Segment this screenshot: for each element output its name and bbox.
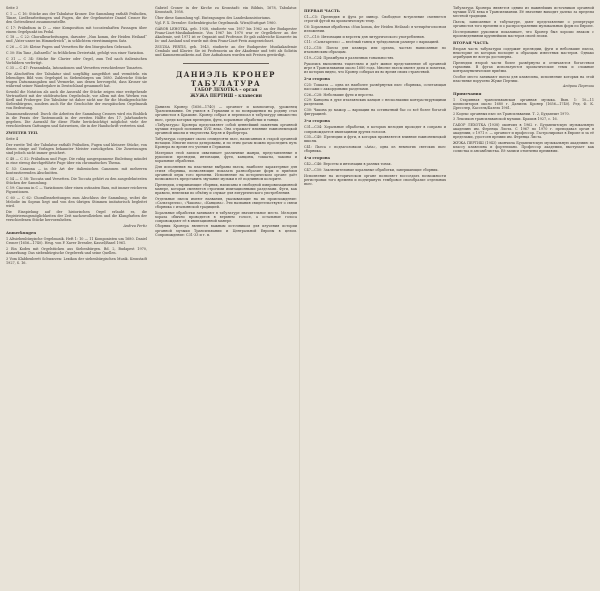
side-label: Seite 4 xyxy=(6,137,19,142)
paragraph: С42—С46: Версеты и интонации в разных тонах. xyxy=(304,162,392,167)
paragraph: Прелюдии второй части более развёрнуты и отличаются богатством гармонии. В фугах используются хроматические темы и сложные контрапунктические приёмы. xyxy=(453,60,594,73)
footnote: 1 Altsiebenbürgische Orgelmusik. Heft 1: 10 — 11 Komponisten um 1680. Daniel Croner (1656—1740). Hrsg. von F. Xaver Dressler, Kassel/Basel 1961. xyxy=(6,237,147,246)
performer-bio-lehotka: GÁBOR LEHOTKA, geb. 1938, studierte von 1957 bis 1962 an der Budapester Franz-Liszt-Musikakademie. Von 1967 bis 1970 war er Orgellehrer an der Akademie, seit 1971 ist er Organist und Professor. Er gab zahlreiche Konzerte im In- und Ausland und wurde mit dem Franz-Liszt-Preis ausgezeichnet. xyxy=(155,27,297,44)
footnote: 3 Лексикон трансильванской музыки. Брашов 1927, с. 16. xyxy=(453,117,558,122)
paragraph: С31—С34: Хоральные обработки, в которых мелодия проходит в сопрано и сопровождается имитациями других голосов. xyxy=(304,125,446,134)
paragraph: Исполнение на историческом органе позволяет воссоздать возможности регистровки того времени и подчеркнуть тембровое своеобразие отдельных пьес. xyxy=(304,173,446,186)
divider xyxy=(183,63,268,64)
paragraph: C 54 — C 58: Toccata und Versetten. Die Toccata gehört zu den ausgedehntesten Stücken der Sammlung. xyxy=(6,176,147,185)
column-russian-tracks xyxy=(304,6,446,188)
footnote: 2 Кодекс органных пьес из Трансильвании. Т. 2, Будапешт 1970. xyxy=(453,111,570,116)
performer-line: ГАБОР ЛЕХОТКА – орган xyxy=(194,88,258,94)
paragraph: C 48 — C 52: Präludium und Fuge. Die ruhig ausgesponnene Einleitung mündet in eine streng durchgeführte Fuge über ein chromatisches Thema. xyxy=(6,157,147,166)
composer-title: ДАНИЭЛЬ КРОНЕР xyxy=(176,70,276,80)
footnote: Vgl. F. X. Dressler: Siebenbürgische Orgelmusik. Wien/Stuttgart 1960. xyxy=(155,21,277,26)
intro-paragraphs xyxy=(6,12,147,129)
paragraph: C 53: Canzona — in der Art der italienischen Canzonen mit mehreren kontrastierenden Abschnitten. xyxy=(6,166,147,175)
paragraph: С7—С10: Интонации и версеты для литургического употребления. xyxy=(304,34,425,39)
paragraph: Die Einspielung auf der historischen Orgel erlaubt es, die Registrierungsmöglichkeiten der Zeit nachzuvollziehen und die Klangfarben der verschiedenen Stücke hervorzuheben. xyxy=(6,210,147,223)
paragraph: Sowohl die Notation als auch die Auswahl der Stücke zeigen eine weitgehende Vertrautheit mit der süddeutschen Orgelschule, vor allem mit den Werken von Kerll und Froberger. Die Tabulatur ist daher nicht nur für die Musikgeschichte Siebenbürgens, sondern auch für die Geschichte der europäischen Orgelmusik von Bedeutung. xyxy=(6,89,147,111)
title-block xyxy=(155,70,297,99)
notes-heading: Примечания xyxy=(453,90,482,96)
paragraph: С25: Токката — одна из наиболее развёрнутых пьес сборника, сочетающая пассажи с аккордовыми разделами. xyxy=(304,82,446,91)
paragraph: Сборник Кронера является важным источником для изучения истории органной музыки Трансильвании и Центральной Европы в целом. Сопровождение: С31-33 и т. п. xyxy=(155,224,297,237)
paragraph: Die Abschriften der Tabulatur sind sorgfältig ausgeführt und vermitteln ein lebendiges Bild vom Orgelspiel in Siebenbürgen um 1680. Zahlreiche Stücke tragen Datumsangaben und Vermerke, aus denen hervorgeht, dass Kroner sie während seiner Wanderjahre in Deutschland gesammelt hat. xyxy=(6,71,147,89)
paragraph: C 17: Präludium in D — eine Komposition mit toccatenhaften Passagen über einem Orgelpunkt im Pedal. xyxy=(6,25,147,34)
paragraph: С1—С5: Прелюдия и фуга ре минор. Свободное вступление сменяется строгой фугой на хроматическую тему. xyxy=(304,15,446,24)
paragraph: Вторая часть табулатуры содержит прелюдии, фуги и небольшие пьесы, некоторые из которых восходят к образцам известных мастеров. Однако атрибуция не всегда достоверна. xyxy=(453,46,594,60)
paragraph: С11: «Сальтарелло» — весёлый танец в трёхдольном размере с вариацией. xyxy=(304,40,440,45)
column-middle xyxy=(155,6,297,238)
paragraph: С26—С28: Небольшие фуги и версеты. xyxy=(304,92,374,97)
column-german-left xyxy=(6,6,147,266)
paragraph: С30: Чакона до мажор — вариации на остинатный бас со всё более богатой фигурацией. xyxy=(304,108,446,117)
footnote: 2 Ein Kodex mit Orgelstücken aus Siebenbürgen. Bd. 2, Budapest 1970, Anmerkung: Das siebenbürgische Orgelwerk und seine Quellen. xyxy=(6,246,147,255)
paragraph: С41: Пьеса с подзаголовком «Aria», одна из немногих светских пьес сборника. xyxy=(304,144,446,154)
paragraph: Особое место занимают пьесы для клавесина, исполнение которых на этой пластинке поручено Жуже Пертиш. xyxy=(453,74,594,83)
paragraph: «Табулатура» Кронера представляет собой ценнейший памятник органной музыки второй половины XVII века. Она отражает влияние южнонемецкой органной школы и творчества Керля и Фробергера. xyxy=(155,123,297,136)
paragraph: Табулатура содержит около семидесяти пьес, написанных в старой органной нотации. Многие пьесы датированы, и по этим датам можно проследить путь Кронера во время его учения в Германии. xyxy=(155,137,297,150)
paragraph: С35—С40: Прелюдии и фуги, в которых проявляется влияние южнонемецкой школы. xyxy=(304,135,446,144)
performer-bio-lehotka: ГАБОР ЛЕХОТКА (1938) окончил в 1962 г. Будапештскую музыкальную академию им. Ференца Листа. С 1967 по 1970 г. преподавал орган в академии, с 1971 г. — органист и профессор. Гастролировал в Европе и за её пределами, удостоен премии им. Ференца Листа. xyxy=(453,122,594,140)
paragraph: Der zweite Teil der Tabulatur enthält Präludien, Fugen und kleinere Stücke, von denen einige auf Vorlagen bekannter Meister zurückgehen. Die Zuweisungen sind jedoch nicht immer gesichert. xyxy=(6,143,147,156)
fold-line xyxy=(299,0,300,591)
author-signature: Andrea Pertiz xyxy=(123,223,147,228)
footnote: Gabriel Croner in der Kirche zu Kronstadt: ein Bildnis, 1678, Tabulatur. Kronstadt, 1958. xyxy=(155,6,297,15)
paragraph: С47—С50: Заключительные хоральные обработки, завершающие сборник. xyxy=(304,167,439,172)
page-label: Seite 3 xyxy=(6,6,19,10)
section-heading: ZWEITER TEIL xyxy=(6,130,39,136)
section-heading: ВТОРАЯ ЧАСТЬ xyxy=(453,39,489,45)
paragraph: Даниэль Кронер (1656—1740) — органист и композитор, уроженец Трансильвании. Он учился в Германии и по возвращении на родину стал органистом в Брашове. Кронер собрал и переписал в табулатуру множество пьес, среди которых прелюдии, фуги, хоральные обработки и танцы. xyxy=(155,105,297,122)
paragraph: C 1 — C 16: Stücke aus der Tabulatur Kroner. Die Sammlung enthält Präludien, Tänze, Liedbearbeitungen und Fugen, die der Orgelmeister Daniel Croner für den Gottesdienst zusammenstellte. xyxy=(6,11,147,24)
work-title: ТАБУЛАТУРА xyxy=(190,79,262,89)
paragraph: Исследование рукописи показывает, что Кронер был хорошо знаком с произведениями крупнейших мастеров своей эпохи. xyxy=(453,29,594,38)
paragraph: С19—С24: Преамбулы в различных тональностях. xyxy=(304,55,395,60)
footnote: 3 Vom Klabbenbrett Schwarzen: Lexikon der siebenbürgischen Musik. Kronstadt 1927, S. 16. xyxy=(6,256,147,265)
paragraph: Для исполнения на пластинке выбраны пьесы, наиболее характерные для стиля сборника, позволяющие показать разнообразие форм и приёмов органной игры того времени. Исполнение на историческом органе даёт возможность представить звучание музыки в её подлинном колорите. xyxy=(155,164,297,182)
zweiter-paragraphs xyxy=(6,143,147,222)
paragraph: C 30: Ein Tanz „Saltarello“ in fröhlichem Dreiertakt, gefolgt von einer Variation. xyxy=(6,50,145,55)
performer-bio-pertis: ZSUZSA PERTIS, geb. 1943, studierte an der Budapester Musikakademie Cembalo und Klavier. Sie ist Professorin an der Akademie und tritt als Solistin und Kammermusikerin auf. Ihre Aufnahmen wurden mit Preisen gewürdigt. xyxy=(155,45,297,58)
paragraph: Пьесы, записанные в табулатуре, дают представление о репертуаре органистов того времени и о распространении музыкальных форм по Европе. xyxy=(453,19,594,28)
performer-bio-pertis: ЖУЖА ПЕРТИШ (1943) окончила Будапештскую музыкальную академию по классу клавесина и фортепиано. Профессор академии, выступает как солистка и ансамблистка. Её записи отмечены премиями. xyxy=(453,140,594,154)
paragraph: Рукопись выполнена тщательно и даёт живое представление об органной игре в Трансильвании около 1680 года. Многие пьесы имеют даты и пометки, из которых видно, что Кронер собирал их во время своих странствий. xyxy=(304,61,446,74)
paragraph: C 26 — C 28: Kleine Fugen und Versetten für den liturgischen Gebrauch. xyxy=(6,45,132,50)
paragraph: С29: Канцона в духе итальянских канцон с несколькими контрастирующими разделами. xyxy=(304,98,446,107)
side-heading: 3-я сторона xyxy=(304,118,330,124)
paragraph: Zusammenfassend: Durch die Arbeiten der Sammlung Croners wird ein Einblick in die Praxis der Tastenmusik in der zweiten Hälfte des 17. Jahrhunderts gegeben. Die Auswahl für diese Platte berücksichtigt möglichst viele der verschiedenen Gattungen und Satzweisen, die in der Handschrift vertreten sind. xyxy=(6,112,147,129)
paragraph: Табулатура Кронера является одним из важнейших источников органной музыки XVII века в Трансильвании. Её значение выходит далеко за пределы местной традиции. xyxy=(453,6,594,19)
paragraph: Хоральные обработки занимают в табулатуре значительное место. Мелодия хорала обычно проводится в верхнем голосе, а остальные голоса сопровождают её в имитационной манере. xyxy=(155,210,297,223)
section-heading: ПЕРВАЯ ЧАСТЬ xyxy=(304,8,340,13)
paragraph: С6: Хоральная обработка «Nun komm, der Heiden Heiland» в четырёхголосном изложении. xyxy=(304,24,446,33)
paragraph: Прелюдии, открывающие сборник, написаны в свободной импровизационной манере, которая сменяется строгими имитационными разделами. Фуги, как правило, невелики по объёму и служат для литургического употребления. xyxy=(155,182,297,195)
author-signature: Андраш Пертиш xyxy=(562,84,594,89)
paragraph: Отдельные пьесы имеют названия, указывающие на их происхождение: «Сальтарелло», «Чакона», «Канцона». Эти названия свидетельствуют о связи сборника с итальянской традицией. xyxy=(155,196,297,209)
paragraph: C 18 — C 22: Choralbearbeitungen, darunter „Nun komm, der Heiden Heiland“ und „Vater unser im Himmelreich“, in schlichtem vierstimmigem Satz. xyxy=(6,35,147,44)
performer-line: ЖУЖА ПЕРТИШ – клавесин xyxy=(190,93,262,99)
paragraph: Материал этой записи охватывает различные жанры, представленные в рукописи: прелюдии, интонации, фуги, канцоны, токкаты, чаконы и хоральные обработки. xyxy=(155,150,297,164)
column-russian-right xyxy=(453,6,594,155)
paragraph: C 59: Ciacona in C — Variationen über einen ostinaten Bass, mit immer reicheren Figurationen. xyxy=(6,186,147,195)
paragraph: C 35 — C 47: Praeambula, Intonationen und Versetten verschiedener Tonarten. xyxy=(6,66,143,71)
side-heading: 2-я сторона xyxy=(304,75,330,81)
side-heading: 4-я сторона xyxy=(304,155,330,161)
paragraph: С12—С18: Пьесы для клавира или органа, частью написанные по итальянским образцам. xyxy=(304,46,446,55)
paragraph: C 60 — C 62: Choralbearbeitungen zum Abschluss der Sammlung, wobei die Melodie im Sopran liegt und von den übrigen Stimmen imitatorisch begleitet wird. xyxy=(6,196,147,209)
paragraph: C 31 — C 34: Stücke für Clavier oder Orgel, zum Teil nach italienischen Vorbildern verfertigt. xyxy=(6,56,147,65)
notes-heading: Anmerkungen xyxy=(6,230,37,235)
footnote: 1 Старинная трансильванская органная музыка. Вып. 1: 10—11 композиторов около 1680 г. Даниэль Кронер (1656—1740). Ред. Ф. К. Дресслер, Кассель/Базель 1961. xyxy=(453,97,594,110)
footnote: Über diese Sammlung vgl. Eintragungen des Landeskonsistoriums. xyxy=(155,15,271,20)
